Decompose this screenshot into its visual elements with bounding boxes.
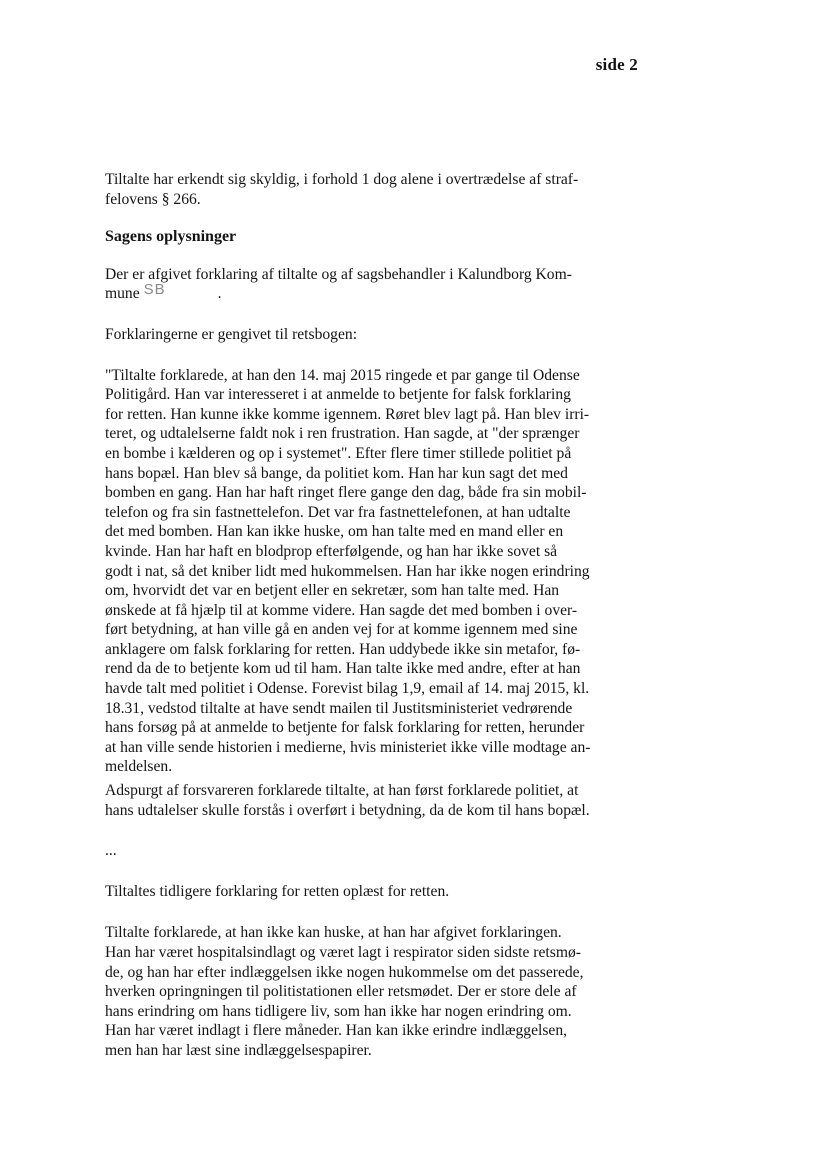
text-line: havde talt med politiet i Odense. Forevist bilag 1,9, email af 14. maj 2015, kl. bbox=[105, 680, 590, 698]
verdict-paragraph bbox=[105, 170, 605, 209]
text-line: anklagere om falsk forklaring for retten. Han uddybede ikke sin metafor, fø- bbox=[105, 640, 581, 658]
text-line: hans forsøg på at anmelde to betjente for falsk forklaring for retten, herunder bbox=[105, 719, 585, 737]
text-line: rend da de to betjente kom ud til ham. Han talte ikke med andre, efter at han bbox=[105, 660, 581, 678]
text-line: bomben en gang. Han har haft ringet flere gange den dag, både fra sin mobil- bbox=[105, 484, 587, 502]
text-line: godt i nat, så det kniber lidt med hukommelsen. Han har ikke nogen erindring bbox=[105, 562, 590, 580]
text-line: felovens § 266. bbox=[105, 190, 201, 208]
text-line: Tiltalte forklarede, at han ikke kan huske, at han har afgivet forklaringen. bbox=[105, 924, 562, 942]
text-line: ført betydning, at han ville gå en anden vej for at komme igennem med sine bbox=[105, 621, 578, 639]
text-line: "Tiltalte forklarede, at han den 14. maj 2015 ringede et par gange til Odense bbox=[105, 366, 580, 384]
text-line: kvinde. Han har haft en blodprop efterfølgende, og han har ikke sovet så bbox=[105, 542, 558, 560]
text-line: om, hvorvidt det var en betjent eller en sekretær, som han talte med. Han bbox=[105, 582, 560, 600]
document-body bbox=[105, 170, 605, 1061]
text-line: at han ville sende historien i medierne, hvis ministeriet ikke ville modtage an- bbox=[105, 738, 591, 756]
text-line: hans udtalelser skulle forstås i overført i betydning, da de kom til hans bopæl. bbox=[105, 801, 590, 819]
section-heading: Sagens oplysninger bbox=[105, 228, 237, 246]
text-line: hans erindring om hans tidligere liv, som han ikke har nogen erindring om. bbox=[105, 1002, 572, 1020]
text-line: hverken opringningen til politistationen eller retsmødet. Der er store dele af bbox=[105, 983, 577, 1001]
final-paragraph bbox=[105, 923, 605, 1060]
text-line: ønskede at få hjælp til at komme videre. Han sagde det med bomben i over- bbox=[105, 601, 578, 619]
quote-paragraph bbox=[105, 366, 605, 777]
intro-line-1: Der er afgivet forklaring af tiltalte og af sagsbehandler i Kalundborg Kom- bbox=[105, 265, 572, 283]
text-line: det med bomben. Han kan ikke huske, om han talte med en mand eller en bbox=[105, 523, 564, 541]
text-line: de, og han har efter indlæggelsen ikke nogen hukommelse om det passerede, bbox=[105, 963, 584, 981]
text-line: hans bopæl. Han blev så bange, da politiet kom. Han har kun sagt det med bbox=[105, 464, 568, 482]
text-line: for retten. Han kunne ikke komme igennem. Røret blev lagt på. Han blev irri- bbox=[105, 405, 590, 423]
text-line: Politigård. Han var interesseret i at anmelde to betjente for falsk forklaring bbox=[105, 386, 571, 404]
text-line: en bombe i kælderen og op i systemet". Efter flere timer stillede politiet på bbox=[105, 444, 572, 462]
text-line: teret, og udtalelserne faldt nok i ren frustration. Han sagde, at "der sprænger bbox=[105, 425, 580, 443]
text-line: Han har været hospitalsindlagt og været lagt i respirator siden sidste retsmø- bbox=[105, 944, 581, 961]
text-line: Han har været indlagt i flere måneder. Han kan ikke erindre indlæggelsen, bbox=[105, 1022, 568, 1040]
transcript-intro: Forklaringerne er gengivet til retsbogen: bbox=[105, 325, 358, 343]
ellipsis: ... bbox=[105, 842, 117, 860]
text-line: telefon og fra sin fastnettelefon. Det var fra fastnettelefonen, at han udtalte bbox=[105, 503, 571, 521]
intro-line-2-prefix: mune bbox=[105, 285, 140, 303]
redaction-mark: SB bbox=[143, 281, 166, 299]
page-number: side 2 bbox=[595, 55, 638, 74]
text-line: men han har læst sine indlæggelsespapirer. bbox=[105, 1041, 372, 1059]
text-line: meldelsen. bbox=[105, 758, 173, 776]
text-line: Tiltalte har erkendt sig skyldig, i forhold 1 dog alene i overtrædelse af straf- bbox=[105, 171, 579, 188]
text-line: Adspurgt af forsvareren forklarede tiltalte, at han først forklarede politiet, at bbox=[105, 782, 579, 800]
previous-statement: Tiltaltes tidligere forklaring for retten oplæst for retten. bbox=[105, 882, 450, 900]
intro-line-2-suffix: . bbox=[217, 285, 222, 303]
intro-line-2 bbox=[105, 281, 605, 304]
intro-paragraph bbox=[105, 265, 605, 304]
text-line: 18.31, vedstod tiltalte at have sendt mailen til Justitsministeriet vedrørende bbox=[105, 699, 573, 717]
cross-exam-paragraph bbox=[105, 781, 605, 820]
